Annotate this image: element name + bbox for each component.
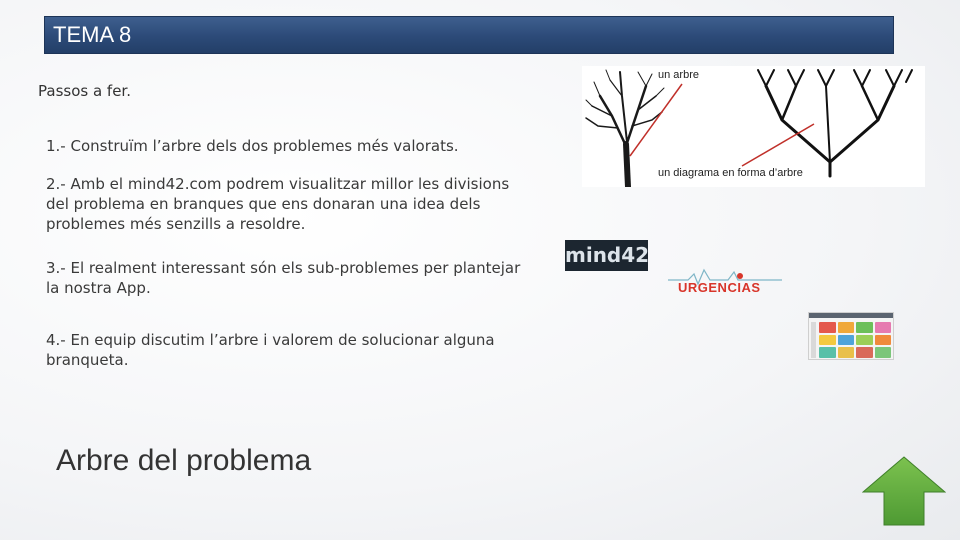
app-topbar (809, 313, 893, 318)
step-4: 4.- En equip discutim l’arbre i valorem de solucionar alguna branqueta. (46, 331, 495, 369)
app-tile (838, 347, 855, 358)
urgencias-text: URGENCIAS (678, 280, 761, 295)
step-2: 2.- Amb el mind42.com podrem visualitzar millor les divisions del problema en branques que ens donaran una idea dels problemes més senzills a resoldre. (46, 175, 510, 233)
step-1: 1.- Construïm l’arbre dels dos problemes més valorats. (46, 137, 459, 155)
label-tree: un arbre (658, 69, 699, 81)
app-tile (819, 322, 836, 333)
app-tile (819, 347, 836, 358)
urgencias-logo (668, 266, 782, 302)
label-diagram: un diagrama en forma d’arbre (658, 167, 803, 179)
step-3: 3.- El realment interessant són els sub-problemes per plantejar la nostra App. (46, 259, 521, 297)
app-tile (856, 335, 873, 346)
up-arrow-icon[interactable] (862, 456, 946, 526)
app-tile (838, 322, 855, 333)
mind42-logo: mind42 (565, 240, 648, 271)
app-tile (875, 347, 892, 358)
tree-comparison-figure (582, 66, 925, 187)
app-tile (838, 335, 855, 346)
app-tile (856, 322, 873, 333)
app-sidebar (811, 322, 816, 358)
slide-title: TEMA 8 (44, 16, 894, 54)
app-tile-grid (819, 322, 891, 358)
app-tile (875, 335, 892, 346)
app-tile (875, 322, 892, 333)
app-tile (856, 347, 873, 358)
section-title: Arbre del problema (56, 444, 312, 477)
app-screenshot-thumbnail (808, 312, 894, 360)
steps-heading: Passos a fer. (38, 82, 131, 100)
up-arrow-graphic (862, 456, 946, 526)
app-tile (819, 335, 836, 346)
